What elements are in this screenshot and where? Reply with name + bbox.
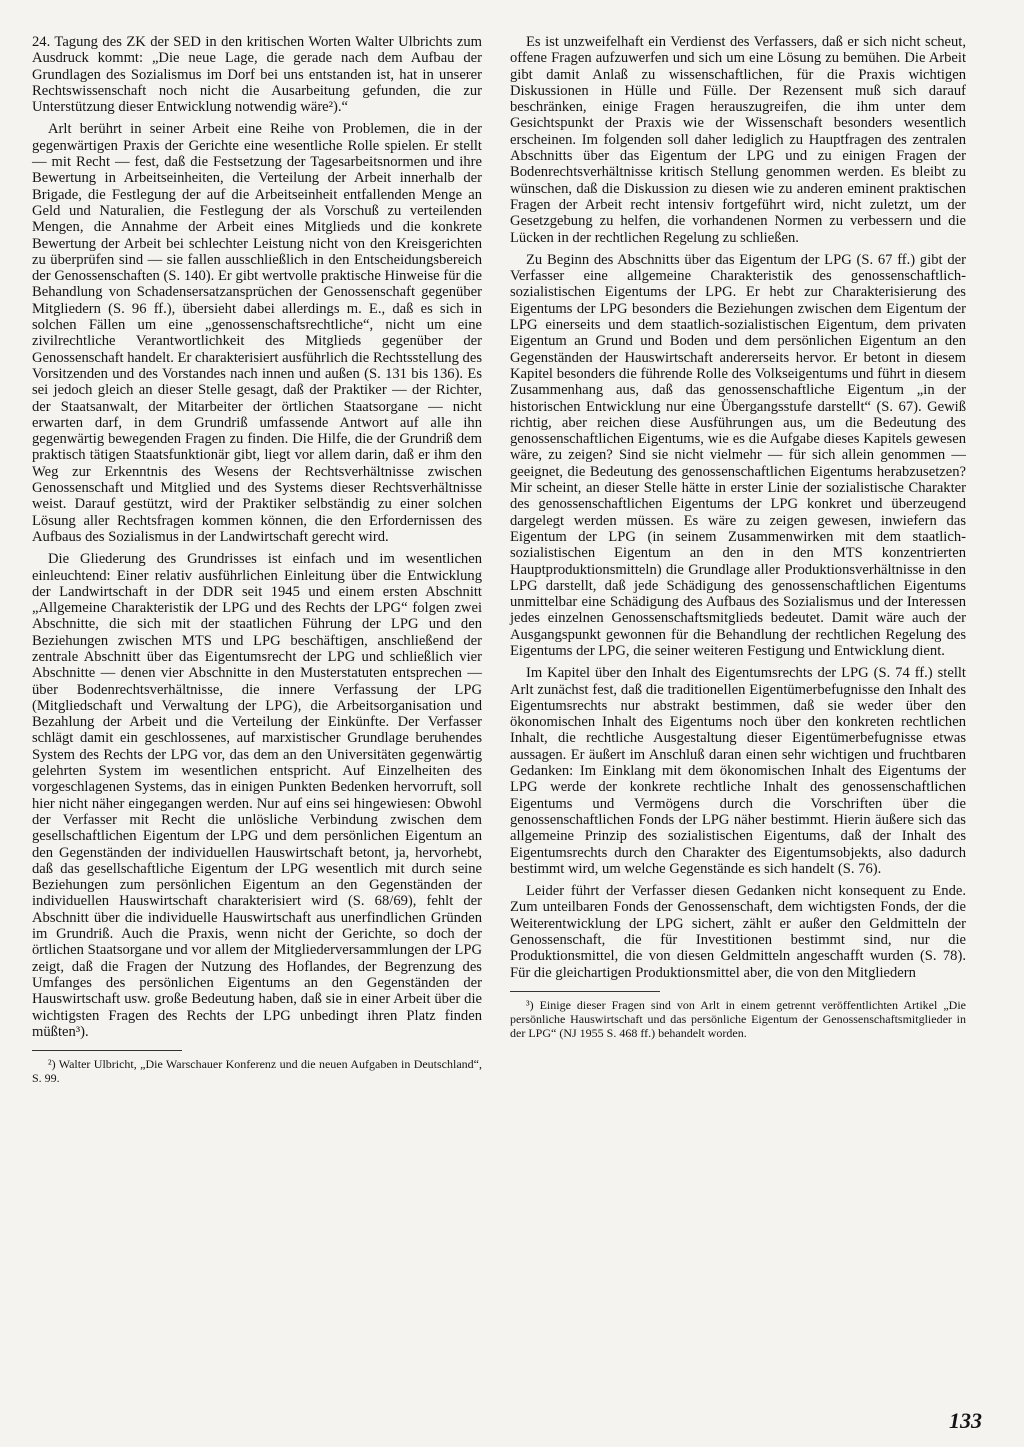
footnote-divider bbox=[32, 1050, 182, 1051]
paragraph: Zu Beginn des Abschnitts über das Eigentum der LPG (S. 67 ff.) gibt der Verfasser eine allgemeine Charakteristik des genossenschaftlich-sozialistischen Eigentums der LPG. Er hebt zur Charakterisierung des Eigentums der LPG besonders die Beziehungen zwischen dem Eigentum der LPG einerseits und dem staatlich-sozialistischen Eigentum, dem privaten Eigentum an Grund und Boden und dem persönlichen Eigentum an den Gegenständen der Hauswirtschaft andererseits hervor. Er betont in diesem Kapitel besonders die führende Rolle des Volkseigentums und führt in diesem Zusammenhang aus, daß das genossenschaftliche Eigentum „in der historischen Entwicklung nur eine Übergangsstufe darstellt“ (S. 67). Gewiß richtig, aber reichen diese Ausführungen aus, um die Bedeutung des genossenschaftlichen Eigentums, wie es die Aufgabe dieses Kapitels gewesen wäre, zu zeigen? Sind sie nicht vielmehr — für sich allein genommen — geeignet, die Bedeutung des genossenschaftlichen Eigentums herabzusetzen? Mir scheint, an dieser Stelle hätte in erster Linie der sozialistische Charakter des genossenschaftlichen Eigentums der LPG konkret und überzeugend dargelegt werden müssen. Es wäre zu zeigen gewesen, inwiefern das Eigentum der LPG (in seinem Zusammenwirken mit dem staatlich-sozialistischen Eigentum an den in den MTS konzentrierten Hauptproduktionsmitteln) die Grundlage aller Produktionsverhältnisse in den LPG darstellt, daß jede Schädigung des genossenschaftlichen Eigentums unmittelbar eine Schädigung des Aufbaus des Sozialismus und der Interessen jedes einzelnen Genossenschaftsmitglieds bedeutet. Damit wäre auch der Ausgangspunkt gewonnen für die Behandlung der rechtlichen Regelung des Eigentums der LPG, die seiner weiteren Festigung und Entwicklung dient. bbox=[510, 251, 966, 659]
page-number: 133 bbox=[949, 1408, 982, 1433]
right-column bbox=[510, 34, 966, 1046]
paragraph: Es ist unzweifelhaft ein Verdienst des Verfassers, daß er sich nicht scheut, offene Fragen aufzuwerfen und sich um eine Lösung zu bemühen. Die Arbeit gibt damit Anlaß zu wissenschaftlichen, für die Praxis wichtigen Diskussionen in Hülle und Fülle. Der Rezensent muß sich darauf beschränken, einige Fragen herauszugreifen, die ihm unter dem Gesichtspunkt der Praxis wie der Wissenschaft besonders wesentlich erscheinen. Im folgenden soll daher lediglich zu Hauptfragen des zentralen Abschnitts über das Eigentum der LPG und zu einigen Fragen der Bodenrechtsverhältnisse kritisch Stellung genommen werden. Es bleibt zu wünschen, daß die Diskussion zu diesen wie zu anderen eminent praktischen Fragen der Arbeit recht intensiv fortgeführt wird, nicht zuletzt, um der Gesetzgebung zu helfen, die vorhandenen Normen zu verbessern und die Lücken in der rechtlichen Regelung zu schließen. bbox=[510, 34, 966, 246]
paragraph: Leider führt der Verfasser diesen Gedanken nicht konsequent zu Ende. Zum unteilbaren Fonds der Genossenschaft, dem wichtigsten Fonds, der die Weiterentwicklung der LPG sichert, zählt er außer den Geldmitteln der Genossenschaft, die für Investitionen bestimmt sind, nur die Produktionsmittel, die von diesen Geldmitteln angeschafft wurden (S. 78). Für die gleichartigen Produktionsmittel aber, die von den Mitgliedern bbox=[510, 883, 966, 981]
paragraph: Im Kapitel über den Inhalt des Eigentumsrechts der LPG (S. 74 ff.) stellt Arlt zunächst fest, daß die traditionellen Eigentümerbefugnisse den Inhalt des Eigentumsrechts nur abstrakt bestimmen, daß sie weder über den ökonomischen Inhalt des Eigentums noch über den konkreten rechtlichen Inhalt, die rechtliche Ausgestaltung dieser Eigentümerbefugnisse etwas aussagen. Er äußert im Anschluß daran einen sehr wichtigen und fruchtbaren Gedanken: Im Einklang mit dem ökonomischen Inhalt des Eigentums der LPG werde der konkrete rechtliche Inhalt des genossenschaftlichen Eigentums und Vermögens durch die Vorschriften über die genossenschaftlichen Fonds der LPG näher bestimmt. Hierin äußere sich das allgemeine Prinzip des sozialistischen Eigentums, daß der Inhalt des Eigentumsrechts durch den Charakter des Eigentumsobjekts, also dadurch bestimmt wird, um welche Gegenstände es sich handelt (S. 76). bbox=[510, 665, 966, 877]
footnote: ²) Walter Ulbricht, „Die Warschauer Konferenz und die neuen Aufgaben in Deutschland“, S. 99. bbox=[32, 1057, 482, 1086]
left-column bbox=[32, 34, 482, 1091]
paragraph: Die Gliederung des Grundrisses ist einfach und im wesentlichen einleuchtend: Einer relativ ausführlichen Einleitung über die Entwicklung der Landwirtschaft in der DDR seit 1945 und einem ersten Abschnitt „Allgemeine Charakteristik der LPG und des Rechts der LPG“ folgen zwei Abschnitte, die sich mit der staatlichen Führung der LPG und den Beziehungen zwischen MTS und LPG beschäftigen, anschließend der zentrale Abschnitt über das Eigentumsrecht der LPG und schließlich vier Abschnitte — denen vier Abschnitte in den Musterstatuten entsprechen — über Bodenrechtsverhältnisse, die innere Verfassung der LPG (Mitgliedschaft und Verwaltung der LPG), die Arbeitsorganisation und Bezahlung der Arbeit und die Verteilung der Einkünfte. Der Verfasser schlägt damit ein geschlossenes, auf marxistischer Grundlage beruhendes System des Rechts der LPG vor, das dem an den Universitäten gegenwärtig gelehrten System im wesentlichen entspricht. Auf Einzelheiten des vorgeschlagenen Systems, das in einigen Punkten Bedenken hervorruft, soll hier nicht näher eingegangen werden. Nur auf eins sei hingewiesen: Obwohl der Verfasser mit Recht die unlösliche Verbindung zwischen dem gesellschaftlichen Eigentum der LPG und dem persönlichen Eigentum an den Gegenständen der individuellen Hauswirtschaft betont, ja, hervorhebt, daß das gesellschaftliche Eigentum der LPG wesentlich mit durch seine Beziehungen zum persönlichen Eigentum an den Gegenständen der individuellen Hauswirtschaft charakterisiert wird (S. 68/69), fehlt der Abschnitt über die individuelle Hauswirtschaft aus unerfindlichen Gründen im Grundriß. Auch die Praxis, wenn nicht der Gerichte, so doch der örtlichen Staatsorgane und vor allem der Mitgliederversammlungen der LPG zeigt, daß die Fragen der Nutzung des Hoflandes, der Begrenzung des Umfanges des persönlichen Eigentums an den Gegenständen der Hauswirtschaft usw. große Bedeutung haben, daß sie in einer Arbeit über die wichtigsten Fragen des Rechts der LPG unbedingt ihren Platz finden müßten³). bbox=[32, 551, 482, 1040]
footnote: ³) Einige dieser Fragen sind von Arlt in einem getrennt veröffentlichten Artikel „Die persönliche Hauswirtschaft und das persönliche Eigentum der Genossenschaftsmitglieder in der LPG“ (NJ 1955 S. 468 ff.) behandelt worden. bbox=[510, 997, 966, 1040]
footnote-divider bbox=[510, 991, 660, 992]
paragraph: 24. Tagung des ZK der SED in den kritischen Worten Walter Ulbrichts zum Ausdruck kommt: „Die neue Lage, die gerade nach dem Aufbau der Grundlagen des Sozialismus im Dorf bei uns entstanden ist, hat in unserer Rechtswissenschaft noch nicht die Ausarbeitung gefunden, die zur Unterstützung dieser Entwicklung notwendig wäre²).“ bbox=[32, 34, 482, 116]
paragraph: Arlt berührt in seiner Arbeit eine Reihe von Problemen, die in der gegenwärtigen Praxis der Gerichte eine wesentliche Rolle spielen. Er stellt — mit Recht — fest, daß die Festsetzung der Tagesarbeitsnormen und ihre Bewertung in Arbeitseinheiten, die Verteilung der Arbeit innerhalb der Brigade, die Festlegung der auf die Arbeitseinheit entfallenden Menge an Geld und Naturalien, die Festlegung der als Vorschuß zu verteilenden Mengen, die Annahme der Arbeit eines Mitglieds und die konkrete Bewertung der Arbeit bei schlechter Leistung nicht von den Kreisgerichten zu überprüfen sind — sie fallen ausschließlich in den Entscheidungsbereich der Genossenschaften (S. 140). Er gibt wertvolle praktische Hinweise für die Behandlung von Schadensersatzansprüchen der Genossenschaft gegenüber Mitgliedern (S. 96 ff.), übersieht dabei allerdings m. E., daß es sich in solchen Fällen um eine „genossenschaftsrechtliche“, nicht um eine zivilrechtliche Verantwortlichkeit des Mitglieds gegenüber der Genossenschaft handelt. Er charakterisiert ausführlich die Rechtsstellung des Vorsitzenden und des Vorstandes nach innen und außen (S. 131 bis 136). Es sei jedoch gleich an dieser Stelle gesagt, daß der Praktiker — der Richter, der Staatsanwalt, der Mitarbeiter der örtlichen Staatsorgane — nicht erwarten darf, in dem Grundriß umfassende Antwort auf alle ihn gegenwärtig bewegenden Fragen zu finden. Die Hilfe, die der Grundriß dem praktisch tätigen Staatsfunktionär gibt, liegt vor allem darin, daß er ihm den Weg zur Erkenntnis des Wesens der Rechtsverhältnisse zwischen Genossenschaft und Mitglied und des Systems dieser Rechtsverhältnisse weist. Darauf gestützt, wird der Praktiker selbständig zu einer solchen Lösung aller Rechtsfragen kommen können, die den Erfordernissen des Aufbaus des Sozialismus in der Landwirtschaft gerecht wird. bbox=[32, 121, 482, 545]
